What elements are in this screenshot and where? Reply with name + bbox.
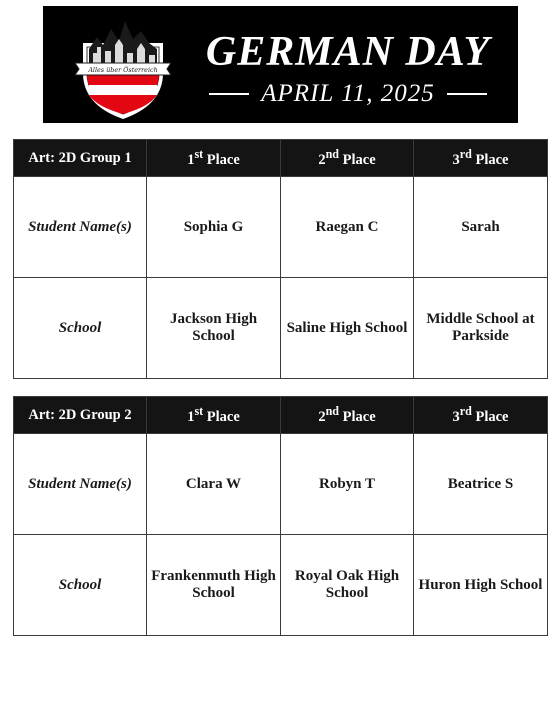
student-row-label: Student Name(s) <box>14 434 147 535</box>
student-row-label: Student Name(s) <box>14 177 147 278</box>
second-place-school: Saline High School <box>281 278 414 379</box>
date-divider-left <box>209 93 249 95</box>
date-divider-right <box>447 93 487 95</box>
results-table-group-2 <box>13 396 548 636</box>
school-row-label: School <box>14 535 147 636</box>
event-banner <box>43 6 518 123</box>
first-place-school: Jackson High School <box>147 278 281 379</box>
second-place-header: 2nd Place <box>281 397 414 434</box>
school-row-label: School <box>14 278 147 379</box>
event-date: APRIL 11, 2025 <box>261 80 435 107</box>
results-table-group-1 <box>13 139 548 379</box>
third-place-header: 3rd Place <box>414 140 548 177</box>
third-place-school: Middle School at Parkside <box>414 278 548 379</box>
third-place-header: 3rd Place <box>414 397 548 434</box>
category-header: Art: 2D Group 2 <box>14 397 147 434</box>
svg-text:Alles über Österreich: Alles über Österreich <box>88 66 158 74</box>
second-place-student: Robyn T <box>281 434 414 535</box>
first-place-header: 1st Place <box>147 397 281 434</box>
third-place-school: Huron High School <box>414 535 548 636</box>
first-place-school: Frankenmuth High School <box>147 535 281 636</box>
third-place-student: Beatrice S <box>414 434 548 535</box>
second-place-header: 2nd Place <box>281 140 414 177</box>
event-date-row <box>188 80 508 108</box>
first-place-student: Clara W <box>147 434 281 535</box>
table-row <box>14 535 548 636</box>
first-place-student: Sophia G <box>147 177 281 278</box>
first-place-header: 1st Place <box>147 140 281 177</box>
table-header-row <box>14 140 548 177</box>
category-header: Art: 2D Group 1 <box>14 140 147 177</box>
event-title: GERMAN DAY <box>205 29 491 75</box>
table-row <box>14 434 548 535</box>
second-place-student: Raegan C <box>281 177 414 278</box>
second-place-school: Royal Oak High School <box>281 535 414 636</box>
austrian-crest-logo <box>67 9 179 121</box>
table-row <box>14 278 548 379</box>
table-row <box>14 177 548 278</box>
third-place-student: Sarah <box>414 177 548 278</box>
table-header-row <box>14 397 548 434</box>
